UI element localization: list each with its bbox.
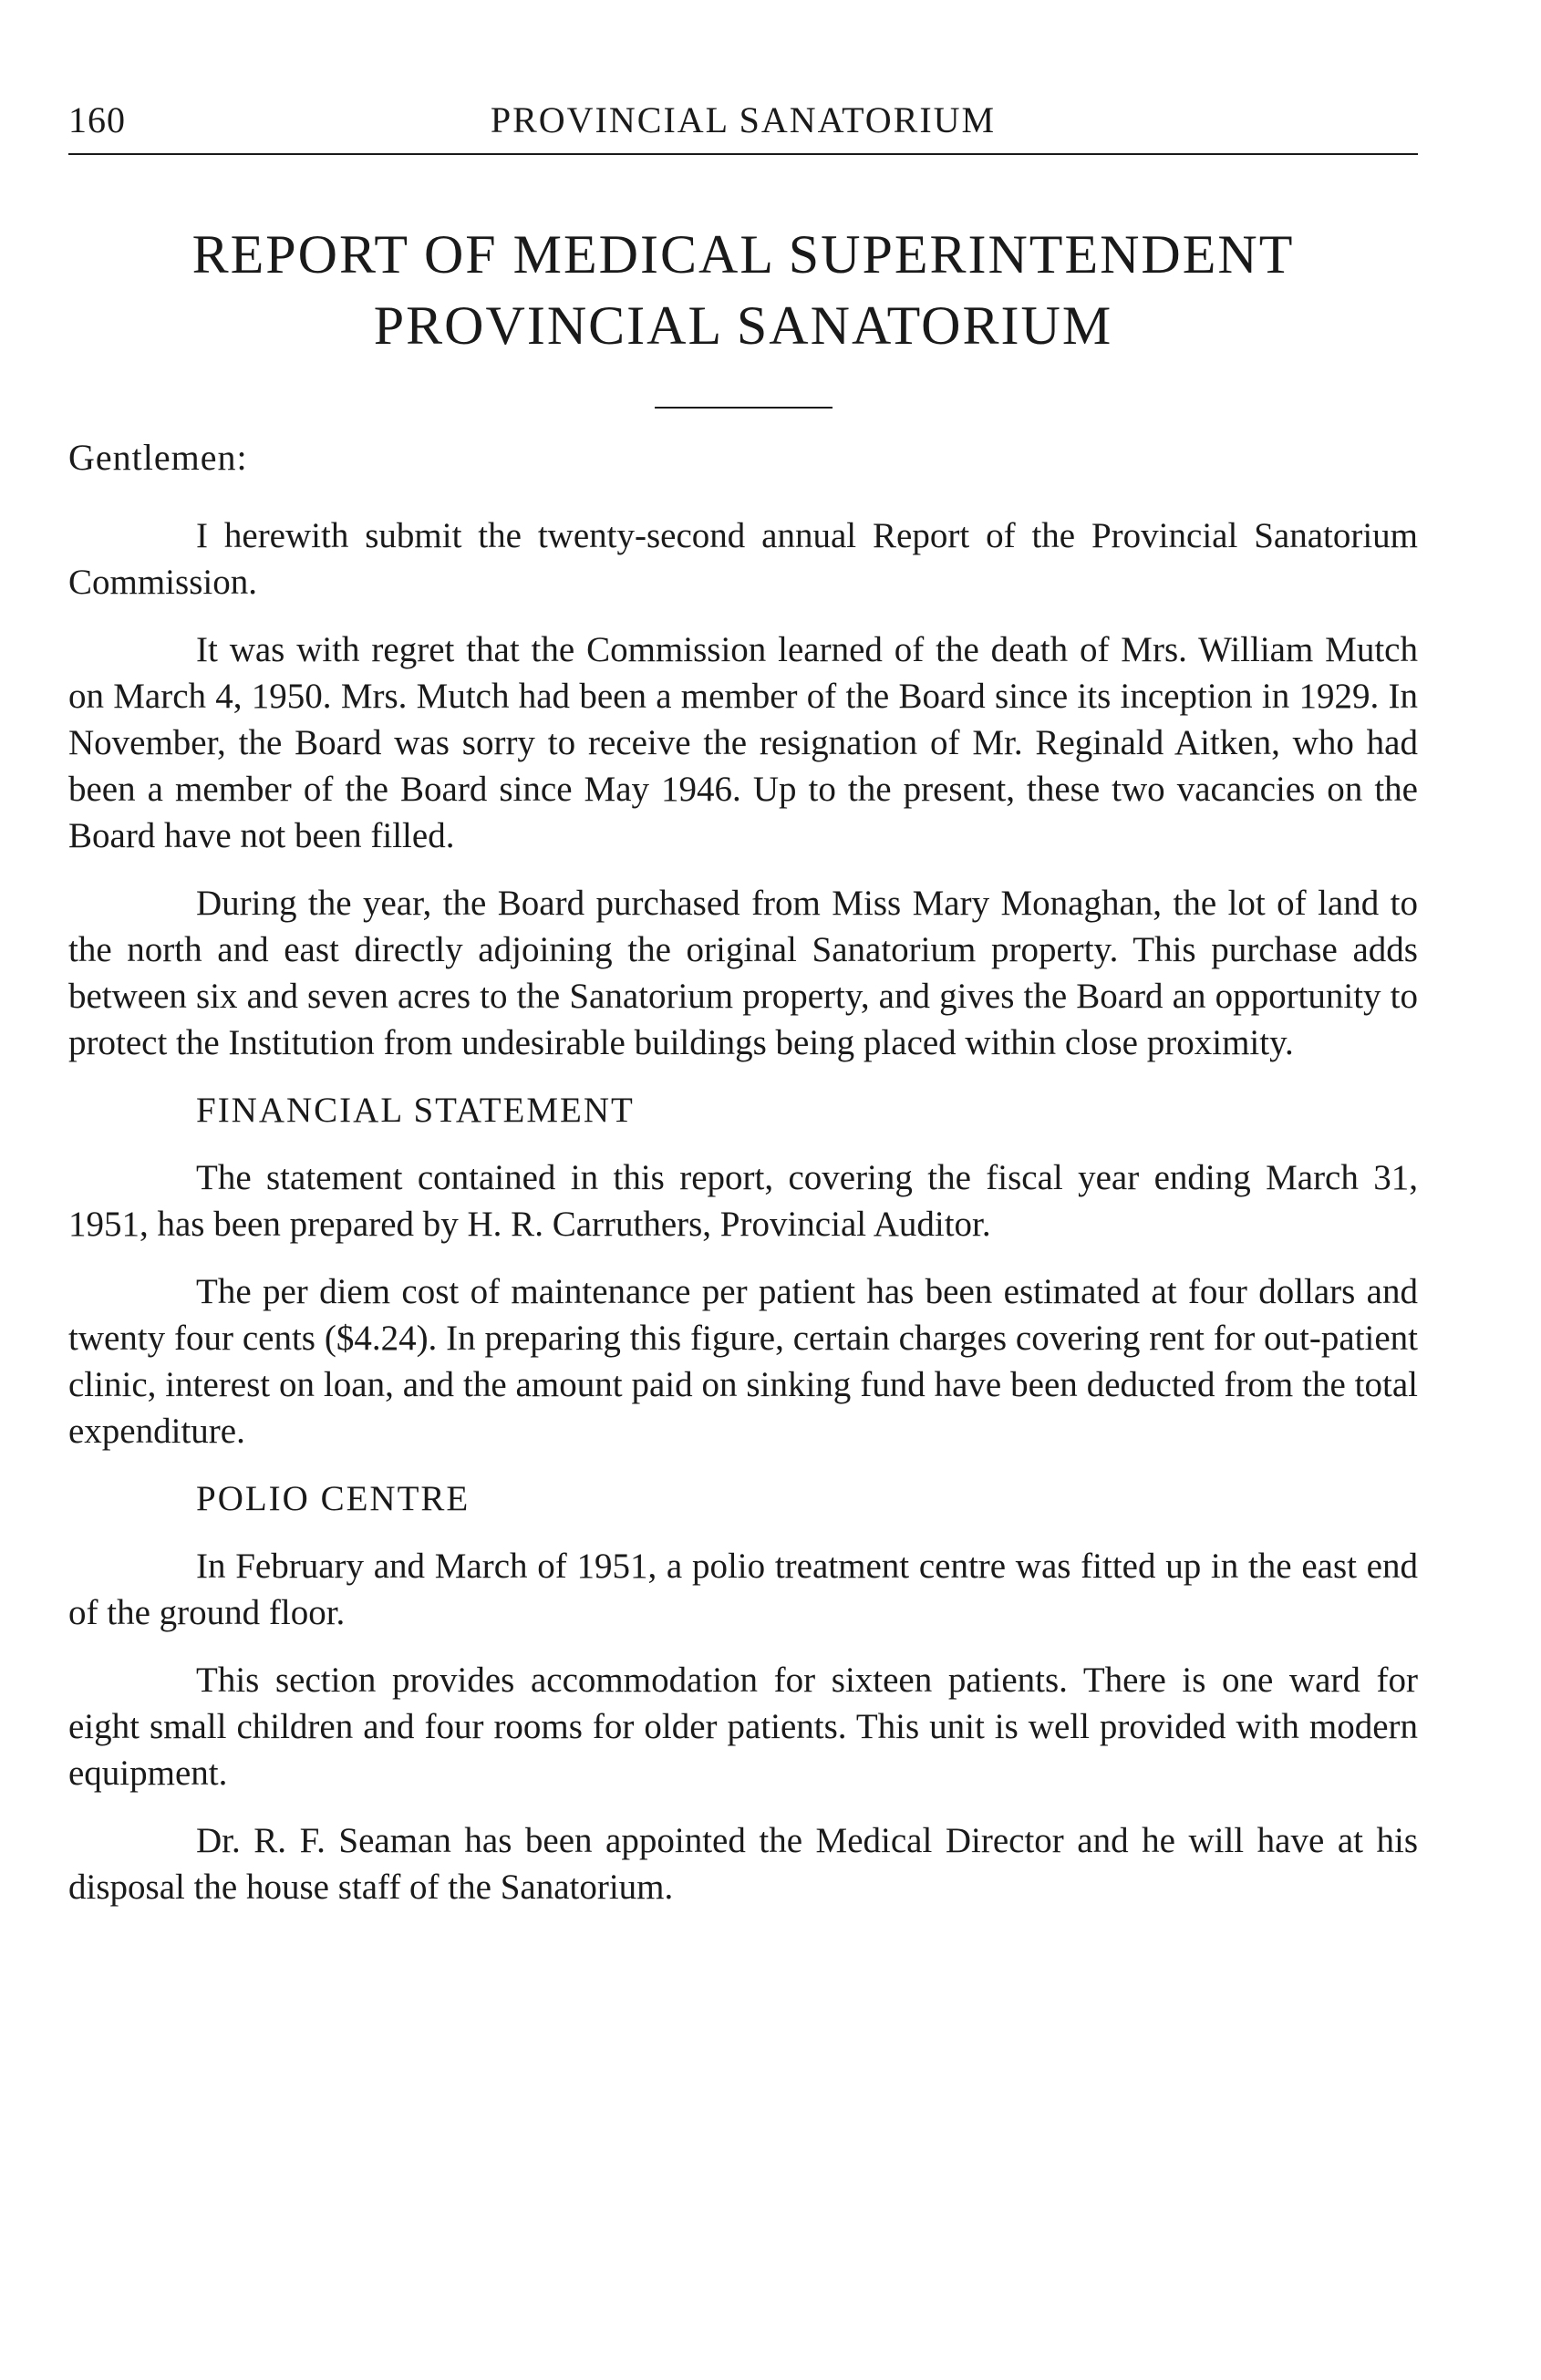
report-body <box>68 512 1418 1931</box>
title-divider <box>655 407 833 409</box>
paragraph-board-changes: It was with regret that the Commission learned of the death of Mrs. William Mutch on March 4, 1950. Mrs. Mutch had been a member of the Board since its inception in 1929. In November, the Board was sorry to receive the resignation of Mr. Reginald Aitken, who had been a member of the Board since May 1946. Up to the present, these two vacancies on the Board have not been filled. <box>68 630 1418 855</box>
heading-financial-statement: FINANCIAL STATEMENT <box>196 1091 635 1130</box>
page-number: 160 <box>68 99 126 140</box>
running-head <box>68 98 1418 155</box>
report-title-line-2: PROVINCIAL SANATORIUM <box>373 295 1113 356</box>
paragraph-land-purchase: During the year, the Board purchased from Miss Mary Monaghan, the lot of land to the north and east directly adjoining the original Sanatorium property. This purchase adds between six and seven acres to the Sanatorium property, and gives the Board an opportunity to protect the Institution from undesirable buildings being placed within close proximity. <box>68 884 1418 1062</box>
report-title-line-1: REPORT OF MEDICAL SUPERINTENDENT <box>191 224 1295 285</box>
running-title: PROVINCIAL SANATORIUM <box>490 99 997 140</box>
salutation: Gentlemen: <box>68 437 248 478</box>
paragraph-annual-report: I herewith submit the twenty-second annual Report of the Provincial Sanatorium Commission. <box>68 516 1418 602</box>
report-title <box>68 219 1418 409</box>
paragraph-per-diem-cost: The per diem cost of maintenance per patient has been estimated at four dollars and twenty four cents ($4.24). In preparing this figure, certain charges covering rent for out-patient clinic, interest on loan, and the amount paid on sinking fund have been deducted from the total expenditure. <box>68 1272 1418 1451</box>
paragraph-polio-centre-setup: In February and March of 1951, a polio treatment centre was fitted up in the east end of the ground floor. <box>68 1547 1418 1632</box>
paragraph-financial-statement: The statement contained in this report, covering the fiscal year ending March 31, 1951, has been prepared by H. R. Carruthers, Provincial Auditor. <box>68 1158 1418 1244</box>
paragraph-polio-accommodation: This section provides accommodation for sixteen patients. There is one ward for eight small children and four rooms for older patients. This unit is well provided with modern equipment. <box>68 1661 1418 1793</box>
paragraph-medical-director: Dr. R. F. Seaman has been appointed the Medical Director and he will have at his disposal the house staff of the Sanatorium. <box>68 1821 1418 1907</box>
heading-polio-centre: POLIO CENTRE <box>196 1479 471 1518</box>
